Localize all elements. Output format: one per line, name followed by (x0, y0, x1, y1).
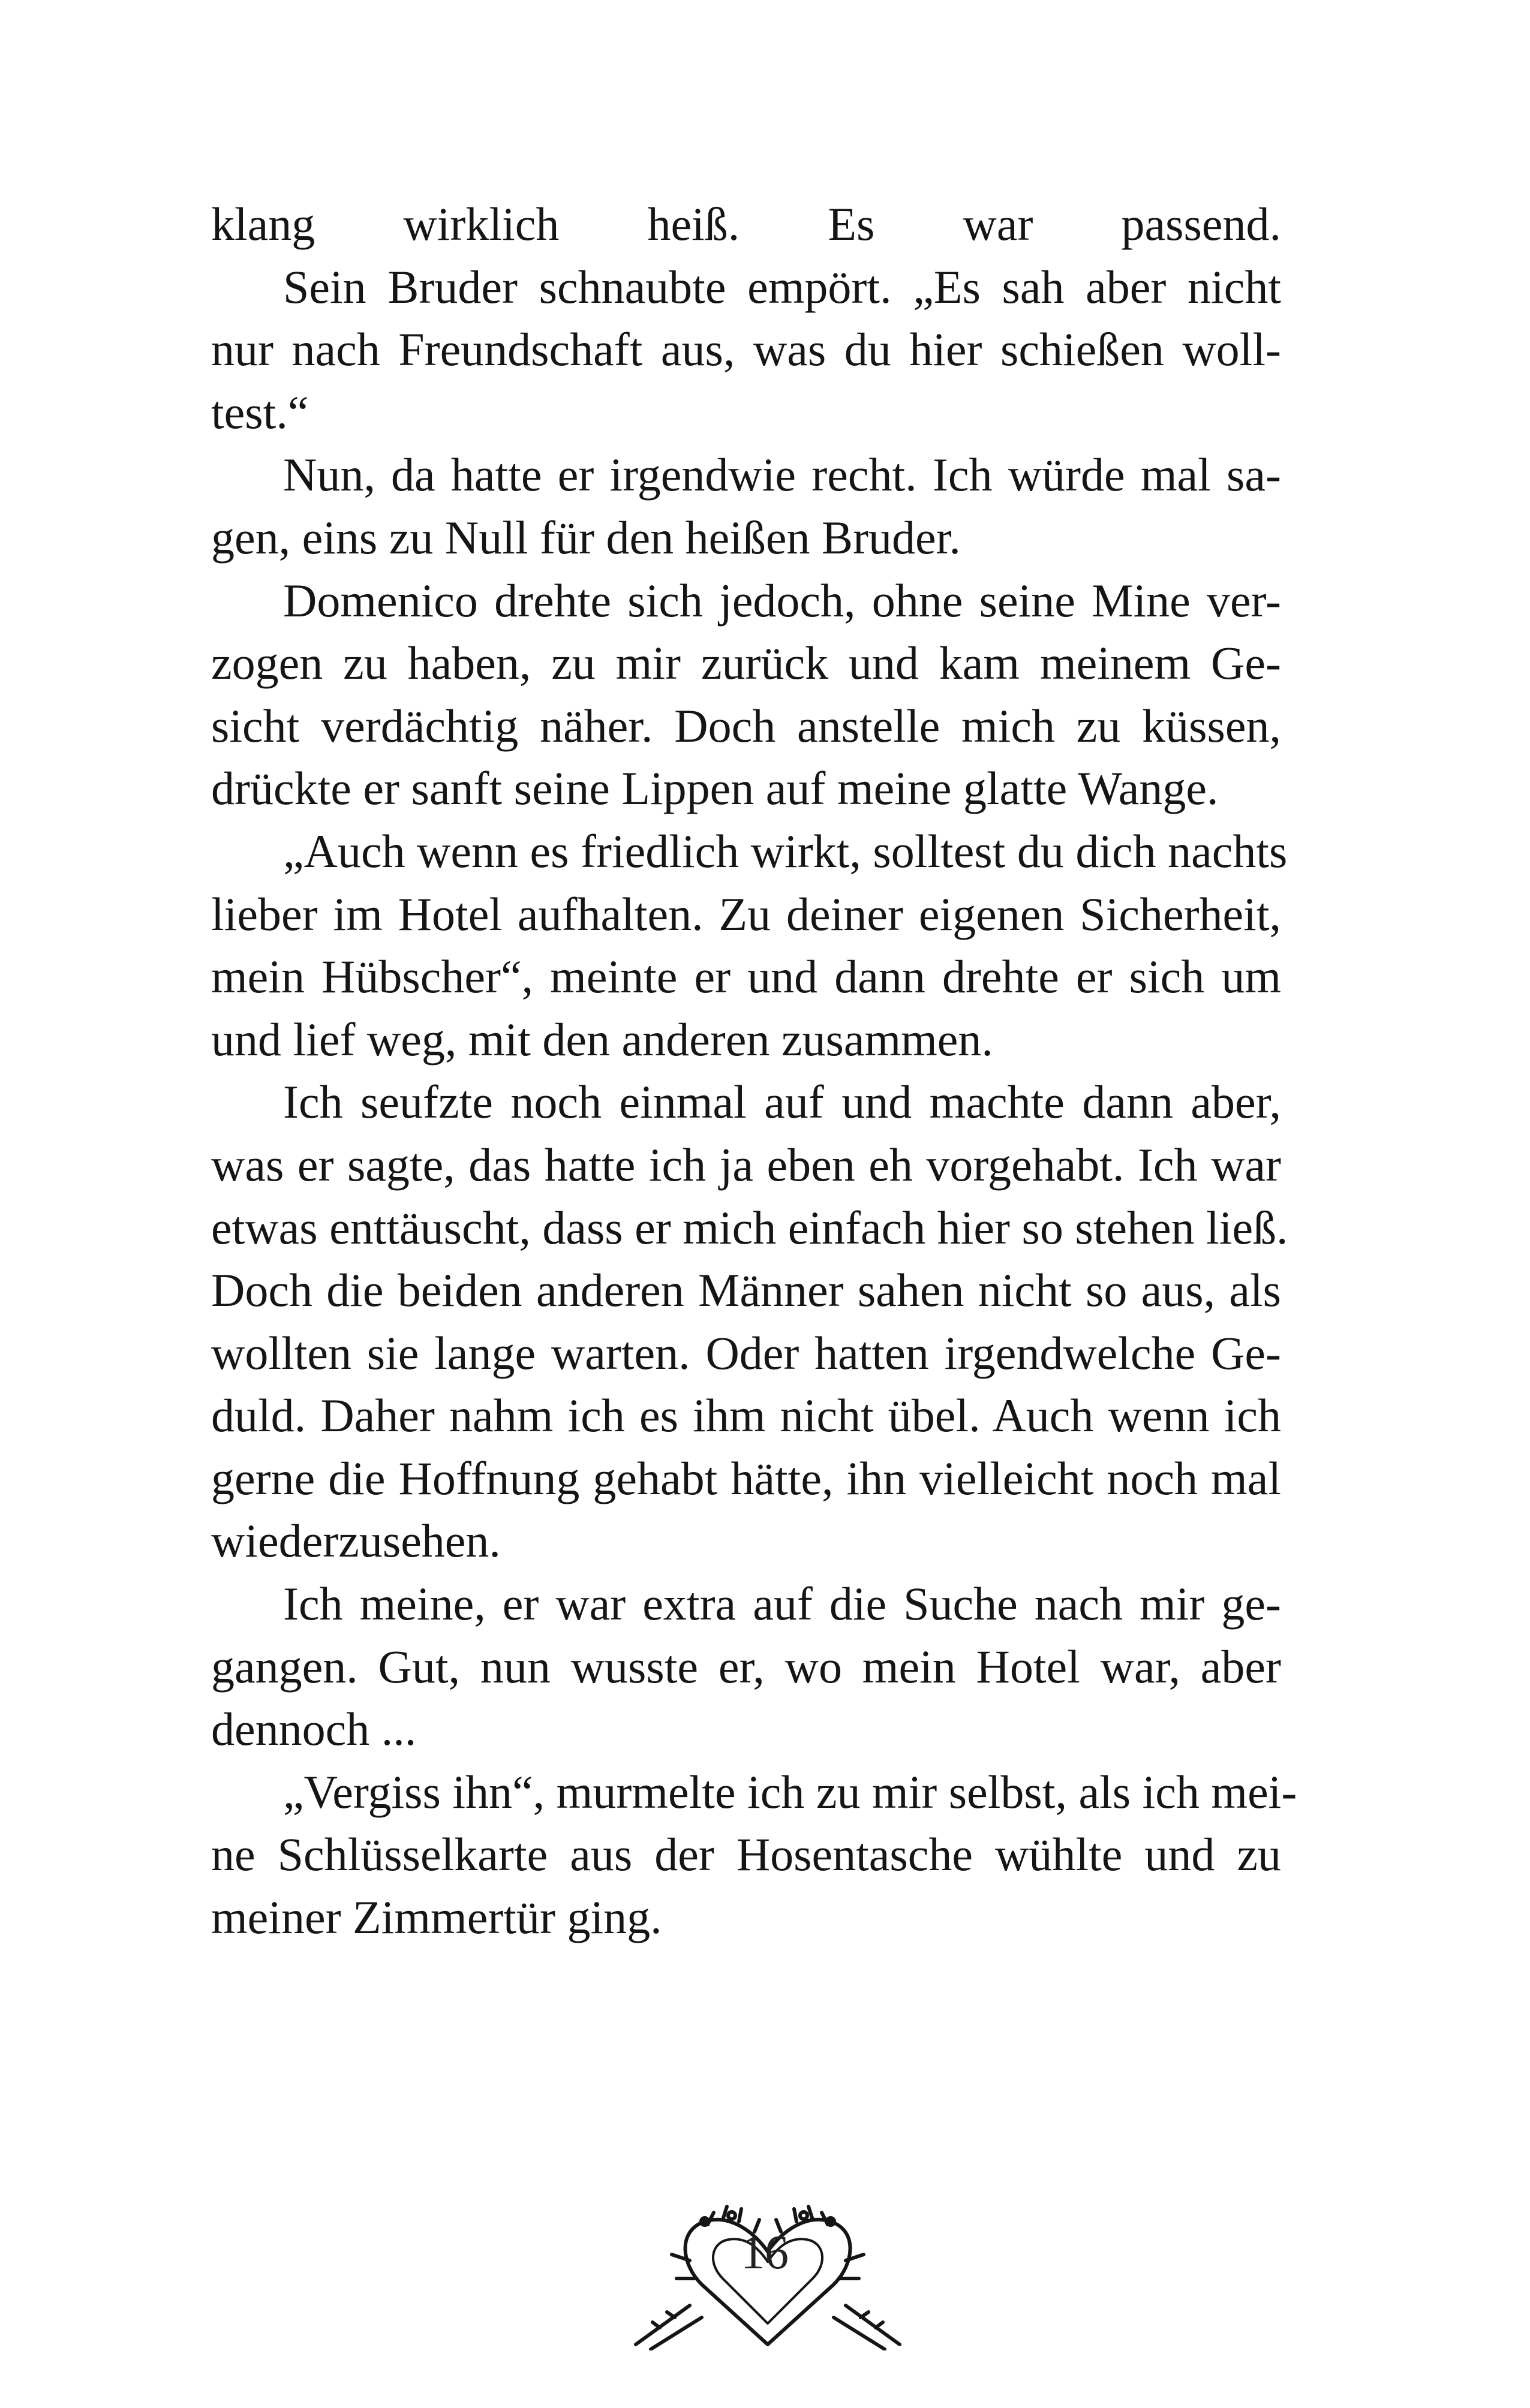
text-line: lieber im Hotel aufhalten. Zu deiner eigenen Sicherheit, (211, 887, 1281, 940)
text-line: was er sagte, das hatte ich ja eben eh vorgehabt. Ich war (211, 1138, 1281, 1191)
text-line: und lief weg, mit den anderen zusammen. (211, 1013, 993, 1065)
page-body (211, 193, 1297, 1949)
text-line: „Vergiss ihn“, murmelte ich zu mir selbst, als ich mei- (283, 1765, 1297, 1818)
text-line: drückte er sanft seine Lippen auf meine glatte Wange. (211, 762, 1219, 815)
text-line: Ich seufzte noch einmal auf und machte dann aber, (283, 1076, 1281, 1128)
text-line: gangen. Gut, nun wusste er, wo mein Hotel war, aber (211, 1640, 1281, 1693)
text-line: dennoch ... (211, 1703, 417, 1756)
text-line: etwas enttäuscht, dass er mich einfach hier so stehen ließ. (211, 1201, 1288, 1254)
text-line: meiner Zimmertür ging. (211, 1891, 662, 1944)
text-line: gerne die Hoffnung gehabt hätte, ihn vielleicht noch mal (211, 1452, 1281, 1504)
text-line: duld. Daher nahm ich es ihm nicht übel. Auch wenn ich (211, 1389, 1281, 1442)
text-line: Domenico drehte sich jedoch, ohne seine Mine ver- (283, 574, 1281, 627)
text-line: Nun, da hatte er irgendwie recht. Ich würde mal sa- (283, 449, 1281, 501)
text-line: gen, eins zu Null für den heißen Bruder. (211, 511, 961, 564)
text-line: Ich meine, er war extra auf die Suche nach mir ge- (283, 1578, 1281, 1630)
text-line: nur nach Freundschaft aus, was du hier schießen woll- (211, 323, 1281, 376)
text-line: Sein Bruder schnaubte empört. „Es sah aber nicht (283, 260, 1281, 313)
text-line: test.“ (211, 386, 309, 438)
text-line: sicht verdächtig näher. Doch anstelle mich zu küssen, (211, 699, 1281, 752)
text-line: wollten sie lange warten. Oder hatten irgendwelche Ge- (211, 1326, 1281, 1379)
text-line: wiederzusehen. (211, 1515, 501, 1567)
page-number: 16 (741, 2226, 789, 2279)
text-line: ne Schlüsselkarte aus der Hosentasche wühlte und zu (211, 1828, 1281, 1881)
text-line: mein Hübscher“, meinte er und dann drehte er sich um (211, 950, 1281, 1003)
text-line: Doch die beiden anderen Männer sahen nicht so aus, als (211, 1264, 1281, 1317)
text-line: „Auch wenn es friedlich wirkt, solltest du dich nachts (283, 824, 1288, 877)
text-line: klang wirklich heiß. Es war passend. (211, 198, 1281, 250)
text-line: zogen zu haben, zu mir zurück und kam meinem Ge- (211, 637, 1281, 690)
